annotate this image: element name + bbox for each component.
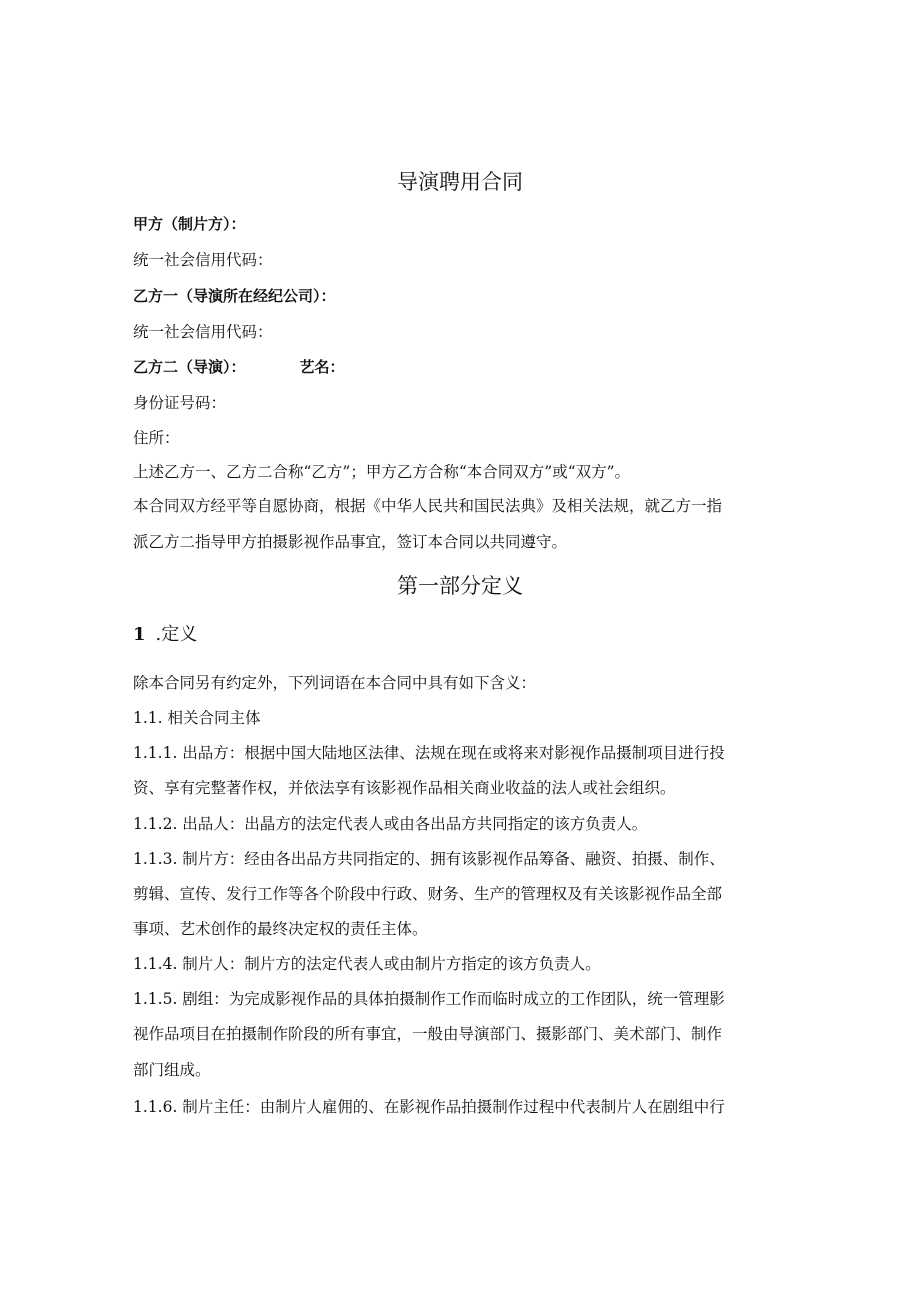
def-1-1-5-line-3: 部门组成。 [133,1061,211,1079]
def-1-1-2: 1.1.2. 出品人：出晶方的法定代表人或由各出品方共同指定的该方负责人。 [133,815,648,833]
intro-line-3: 派乙方二指导甲方拍摄影视作品事宜，签订本合同以共同遵守。 [133,533,568,551]
def-1-1-6-line-1: 1.1.6. 制片主任：由制片人雇佣的、在影视作品拍摄制作过程中代表制片人在剧组中行 [133,1098,725,1116]
party-a-label: 甲方（制片方）： [133,215,246,233]
def-1-1-5-line-2: 视作品项目在拍摄制作阶段的所有事宜，一般由导演部门、摄影部门、美术部门、制作 [133,1025,723,1043]
def-1-1-4: 1.1.4. 制片人：制片方的法定代表人或由制片方指定的该方负责人。 [133,955,601,973]
part-one-title: 第一部分定义 [397,574,523,598]
section-1-number: 1 [133,624,146,645]
id-number-field: 身份证号码： [133,394,227,412]
party-b2-label: 乙方二（导演）： [133,358,246,376]
def-1-1-3-line-1: 1.1.3. 制片方：经由各出品方共同指定的、拥有该影视作品筹备、融资、拍摄、制作、 [133,850,725,868]
def-1-1-3-line-2: 剪辑、宣传、发行工作等各个阶段中行政、财务、生产的管理权及有关该影视作品全部 [133,885,723,903]
address-field: 住所： [133,429,180,447]
intro-line-1: 上述乙方一、乙方二合称“乙方”；甲方乙方合称“本合同双方”或“双方”。 [133,463,631,481]
party-b1-credit-code: 统一社会信用代码： [133,323,273,341]
definitions-intro: 除本合同另有约定外，下列词语在本合同中具有如下含义： [133,674,537,692]
party-b2-row [133,356,345,378]
party-b1-label: 乙方一（导演所在经纪公司）： [133,287,336,305]
def-1-1: 1.1. 相关合同主体 [133,709,261,727]
stage-name-label: 艺名： [299,358,345,376]
section-1-title: .定义 [155,624,198,645]
section-1-heading [133,622,197,648]
intro-line-2: 本合同双方经平等自愿协商，根据《中华人民共和国民法典》及相关法规，就乙方一指 [133,497,723,515]
def-1-1-3-line-3: 事项、艺术创作的最终决定权的责任主体。 [133,920,428,938]
def-1-1-5-line-1: 1.1.5. 剧组：为完成影视作品的具体拍摄制作工作而临时成立的工作团队，统一管理影 [133,990,725,1008]
document-title: 导演聘用合同 [397,170,523,194]
def-1-1-1-line-1: 1.1.1. 出品方：根据中国大陆地区法律、法规在现在或将来对影视作品摄制项目进行投 [133,744,725,762]
party-a-credit-code: 统一社会信用代码： [133,251,273,269]
def-1-1-1-line-2: 资、享有完整著作权，并依法享有该影视作品相关商业收益的法人或社会组织。 [133,779,676,797]
